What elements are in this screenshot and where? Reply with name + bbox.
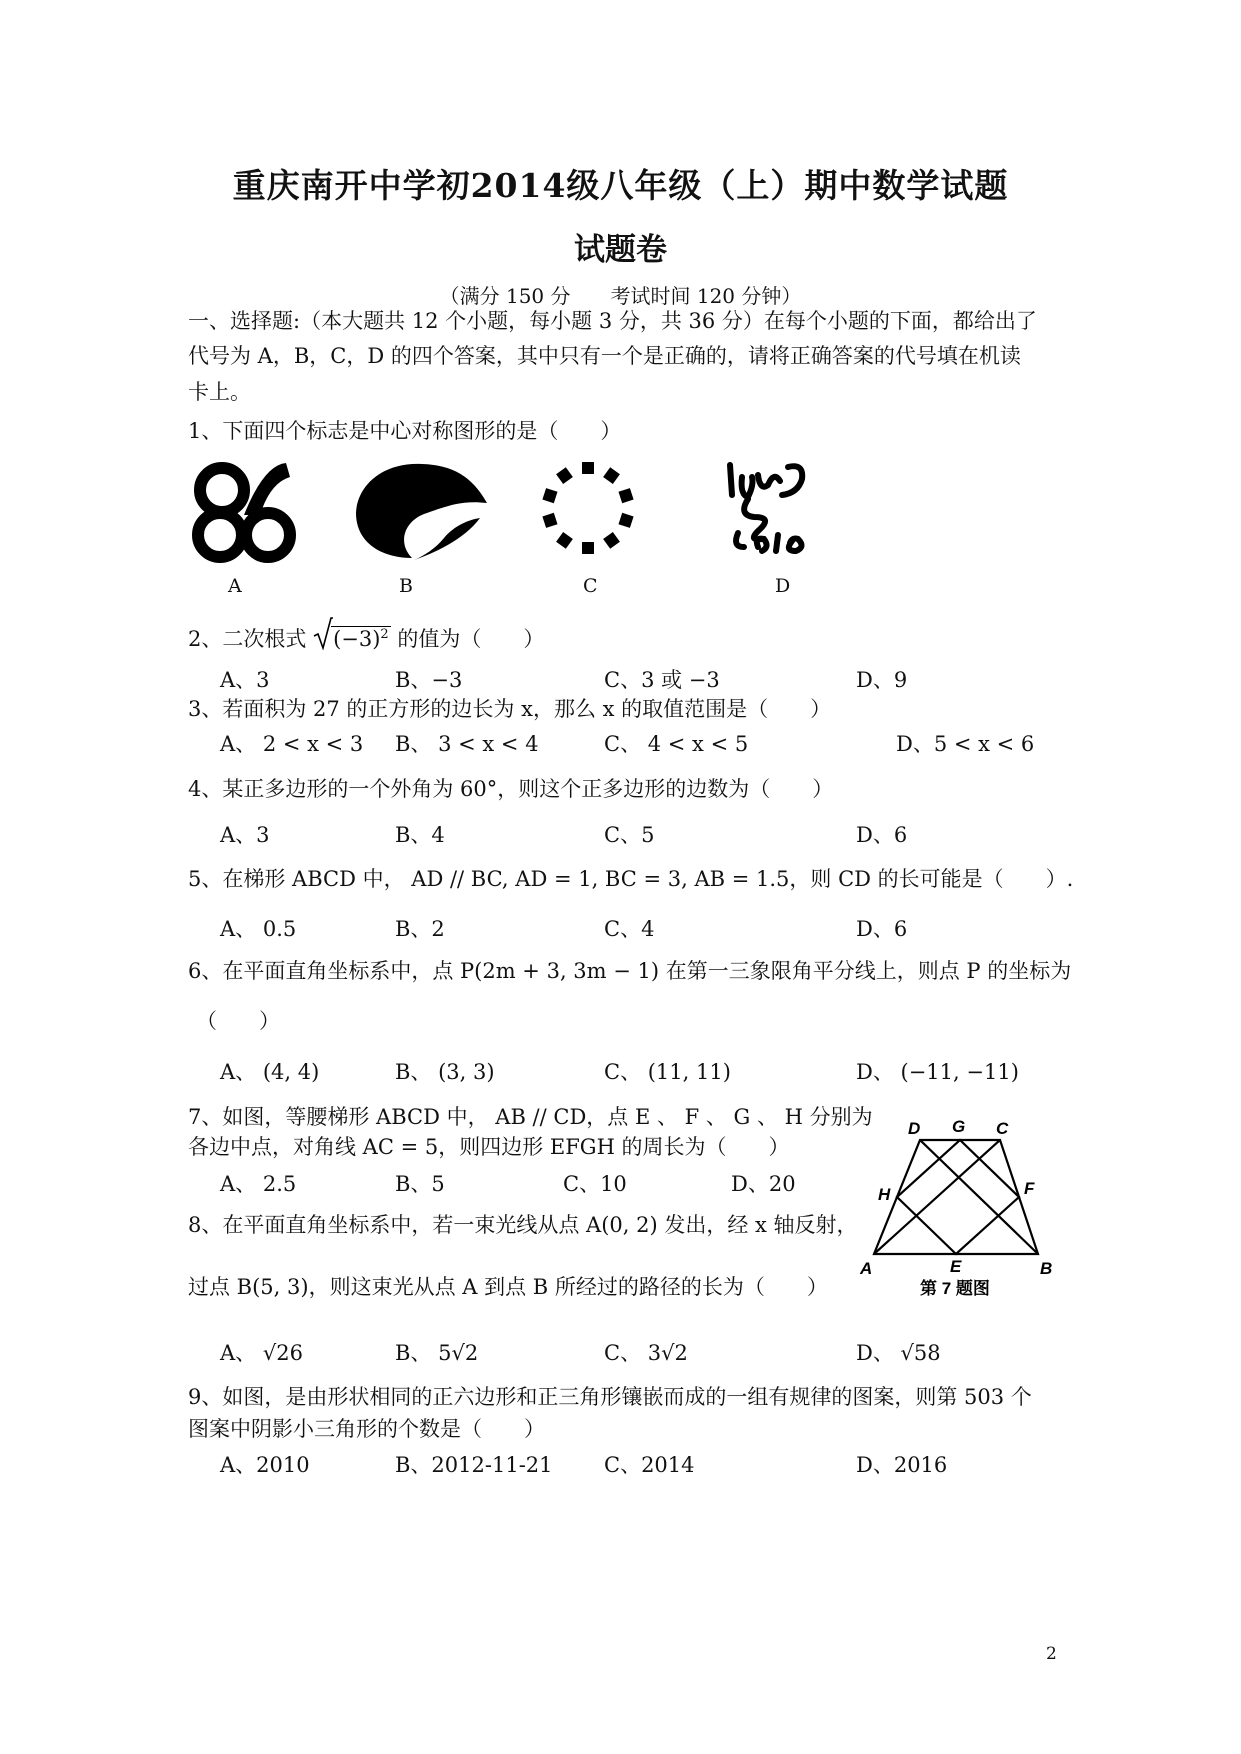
- q7-option-d: D、20: [731, 1172, 796, 1196]
- q2-radicand-exponent: 2: [380, 627, 389, 642]
- q8-stem-line-2: 过点 B(5, 3)，则这束光从点 A 到点 B 所经过的路径的长为（ ）: [188, 1275, 828, 1299]
- fig7-label-d: D: [908, 1119, 921, 1138]
- fig7-label-f: F: [1024, 1179, 1035, 1198]
- q1-label-b: B: [399, 575, 413, 597]
- q5-option-c: C、4: [604, 917, 655, 941]
- q2-stem-post: 的值为（ ）: [397, 627, 545, 651]
- q9-option-a: A、2010: [220, 1453, 310, 1477]
- q2-option-a: A、3: [220, 668, 270, 692]
- q1-label-d: D: [775, 575, 791, 597]
- q6-option-a: A、 (4, 4): [220, 1060, 320, 1084]
- q5-option-a: A、 0.5: [220, 917, 297, 941]
- fig7-label-e: E: [950, 1257, 962, 1276]
- q6-stem-line-1: 6、在平面直角坐标系中，点 P(2m + 3, 3m − 1) 在第一三象限角平分线上，则点 P 的坐标为: [188, 959, 1072, 983]
- q5-option-d: D、6: [856, 917, 908, 941]
- q1-label-a: A: [228, 575, 242, 597]
- section-intro-line-2: 代号为 A，B，C，D 的四个答案，其中只有一个是正确的，请将正确答案的代号填在机读: [188, 344, 1021, 368]
- q7-option-b: B、5: [395, 1172, 445, 1196]
- q6-stem-line-2: （ ）: [196, 1009, 280, 1033]
- q8-stem-line-1: 8、在平面直角坐标系中，若一束光线从点 A(0, 2) 发出，经 x 轴反射，: [188, 1213, 858, 1237]
- q9-option-d: D、2016: [856, 1453, 948, 1477]
- page-title: 重庆南开中学初2014级八年级（上）期中数学试题: [232, 166, 1009, 205]
- q7-stem-line-1: 7、如图，等腰梯形 ABCD 中， AB // CD，点 E 、 F 、 G 、 H 分别为: [188, 1105, 873, 1129]
- fig7-label-g: G: [952, 1117, 966, 1136]
- q2-stem: [188, 620, 544, 654]
- section-intro-line-3: 卡上。: [188, 380, 251, 404]
- q9-stem-line-2: 图案中阴影小三角形的个数是（ ）: [188, 1417, 545, 1441]
- q8-option-a: A、 √26: [220, 1341, 303, 1365]
- page-number: 2: [1046, 1644, 1057, 1664]
- q4-option-d: D、6: [856, 823, 908, 847]
- fig7-caption: 第 7 题图: [920, 1279, 990, 1298]
- q9-option-b: B、2012-11-21: [395, 1453, 553, 1477]
- fig7-label-c: C: [996, 1119, 1009, 1138]
- fig7-label-b: B: [1040, 1259, 1053, 1278]
- q6-option-c: C、 (11, 11): [604, 1060, 731, 1084]
- page-subtitle: 试题卷: [574, 232, 667, 268]
- q4-option-a: A、3: [220, 823, 270, 847]
- q1-label-c: C: [583, 575, 598, 597]
- q8-option-b: B、 5√2: [395, 1341, 479, 1365]
- q2-radicand: [331, 626, 391, 651]
- quadrilateral-efgh: [897, 1140, 1019, 1254]
- q1-stem: 1、下面四个标志是中心对称图形的是（ ）: [188, 419, 622, 443]
- q9-option-c: C、2014: [604, 1453, 695, 1477]
- q9-stem-line-1: 9、如图，是由形状相同的正六边形和正三角形镶嵌而成的一组有规律的图案，则第 503 个: [188, 1385, 1032, 1409]
- q2-option-c: C、3 或 −3: [604, 668, 720, 692]
- q2-stem-pre: 2、二次根式: [188, 627, 307, 651]
- q7-option-a: A、 2.5: [220, 1172, 297, 1196]
- q5-stem: 5、在梯形 ABCD 中， AD // BC, AD = 1, BC = 3, AB = 1.5，则 CD 的长可能是（ ）.: [188, 867, 1074, 891]
- q3-option-c: C、 4 < x < 5: [604, 732, 749, 756]
- q6-option-d: D、 (−11, −11): [856, 1060, 1019, 1084]
- q3-stem: 3、若面积为 27 的正方形的边长为 x，那么 x 的取值范围是（ ）: [188, 697, 832, 721]
- q3-option-a: A、 2 < x < 3: [220, 732, 364, 756]
- q1-logo-d-image: [718, 455, 828, 565]
- exam-note: （满分 150 分 考试时间 120 分钟）: [439, 284, 802, 308]
- q2-radicand-base: (−3): [333, 627, 381, 651]
- q3-option-b: B、 3 < x < 4: [395, 732, 539, 756]
- q4-stem: 4、某正多边形的一个外角为 60°，则这个正多边形的边数为（ ）: [188, 777, 834, 801]
- q6-option-b: B、 (3, 3): [395, 1060, 495, 1084]
- q7-option-c: C、10: [563, 1172, 627, 1196]
- q5-option-b: B、2: [395, 917, 445, 941]
- q7-trapezoid-figure: [860, 1112, 1060, 1302]
- q1-logo-c-image: [538, 458, 638, 558]
- section-intro-line-1: 一、选择题:（本大题共 12 个小题，每小题 3 分，共 36 分）在每个小题的下面，都给出了: [188, 309, 1037, 333]
- q2-option-d: D、9: [856, 668, 908, 692]
- q2-radical: [313, 620, 391, 654]
- q3-option-d: D、5 < x < 6: [896, 732, 1035, 756]
- q8-option-d: D、 √58: [856, 1341, 941, 1365]
- q4-option-c: C、5: [604, 823, 655, 847]
- fig7-label-a: A: [860, 1259, 873, 1278]
- q4-option-b: B、4: [395, 823, 445, 847]
- fig7-label-h: H: [878, 1185, 891, 1204]
- q2-option-b: B、−3: [395, 668, 463, 692]
- radical-sign-icon: [313, 616, 333, 650]
- q1-logo-b-image: [352, 458, 492, 563]
- q8-option-c: C、 3√2: [604, 1341, 688, 1365]
- q1-logo-a-image: [190, 455, 300, 565]
- q7-stem-line-2: 各边中点，对角线 AC = 5，则四边形 EFGH 的周长为（ ）: [188, 1135, 790, 1159]
